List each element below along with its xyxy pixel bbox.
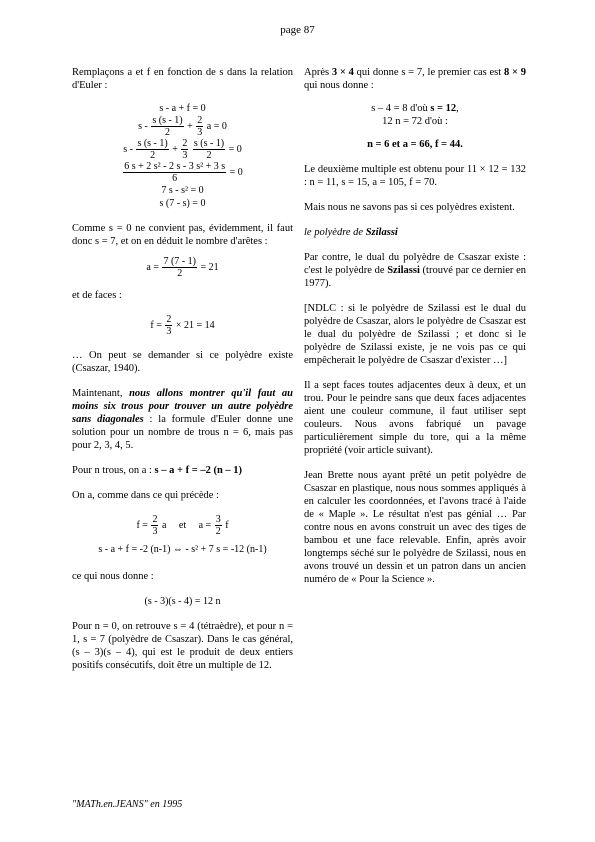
- paragraph: Maintenant, nous allons montrer qu'il faut au moins six trous pour trouver un autre polyèdre sans diagonales : la formule d'Euler donne une solution pour un nombre de trous n = 6, mais pas pour 2, 3, 4, 5.: [72, 388, 294, 451]
- equation: f = $\frac{2}{3}$ × 21 = 14: [150, 314, 215, 337]
- equation: f = $\frac{2}{3}$ a et a = $\frac{3}{2}$ f: [136, 514, 229, 537]
- equation: $\frac{\text{6 s + 2 s² - 2 s - 3 s² + 3 s}}{6}$ = 0: [124, 161, 243, 184]
- paragraph: [NDLC : si le polyèdre de Szilassi est le dual du polyèdre de Csaszar, alors le polyèdre de Csaszar est le dual du polyèdre de Szilassi ; et donc si le polyèdre de Szilassi existe, je ne vois pas ce qui empêcherait le polyèdre de Csaszar d'exister …]: [304, 303, 526, 366]
- paragraph: ce qui nous donne :: [72, 571, 154, 582]
- paragraph: … On peut se demander si ce polyèdre existe (Csaszar, 1940).: [72, 350, 293, 374]
- paragraph: Mais nous ne savons pas si ces polyèdres existent.: [304, 202, 515, 213]
- equation: (s - 3)(s - 4) = 12 n: [144, 596, 221, 607]
- paragraph: On a, comme dans ce qui précède :: [72, 490, 219, 501]
- equation: s - $\frac{s (s - 1)}{2}$ + $\frac{2}{3}$ $\frac{s (s - 1)}{2}$ = 0: [123, 138, 242, 161]
- paragraph: Le deuxième multiple est obtenu pour 11 × 12 = 132 : n = 11, s = 15, a = 105, f = 70.: [304, 164, 526, 188]
- equation: a = $\frac{7 (7 - 1)}{2}$ = 21: [146, 256, 219, 279]
- paragraph: Pour n = 0, on retrouve s = 4 (tétraèdre), et pour n = 1, s = 7 (polyèdre de Csaszar). Dans le cas général, (s – 3)(s – 4), qui est le produit de deux entiers positifs consécutifs, doit être un multiple de 12.: [72, 621, 293, 671]
- paragraph: Comme s = 0 ne convient pas, évidemment, il faut donc s = 7, et on en déduit le nombre d'arêtes :: [72, 223, 293, 247]
- paragraph: Après 3 × 4 qui donne s = 7, le premier cas est 8 × 9 qui nous donne :: [304, 67, 527, 91]
- equation: s - a + f = 0: [159, 103, 206, 114]
- paragraph: Jean Brette nous ayant prêté un petit polyèdre de Csaszar en plastique, nous nous sommes appliqués à en calculer les coordonnées, et l'avons tracé à l'aide de « Maple ». Le résultat n'est pas génial … Par contre nous en avons construit un avec des tiges de bambou et une face relevable. Enfin, après avoir longtemps séché sur le polyèdre de Szilassi, nous en avons trouvé un dessin et un patron dans un ancien numéro de « Pour la Science ».: [304, 470, 526, 585]
- right-column: [304, 66, 526, 586]
- equation: s - a + f = -2 (n-1) ⇔ - s² + 7 s = -12 (n-1): [98, 544, 267, 555]
- footer-caption: "MATh.en.JEANS" en 1995: [72, 799, 183, 810]
- equation: s – 4 = 8 d'où s = 12,: [371, 103, 459, 114]
- paragraph: Pour n trous, on a : s – a + f = –2 (n – 1): [72, 465, 243, 476]
- left-column: [72, 66, 293, 672]
- equation: n = 6 et a = 66, f = 44.: [367, 139, 463, 150]
- paragraph: Par contre, le dual du polyèdre de Csaszar existe : c'est le polyèdre de Szilassi (trouvé par ce dernier en 1977).: [304, 252, 526, 289]
- equation: 7 s - s² = 0: [161, 185, 204, 196]
- page-number: page 87: [280, 24, 315, 36]
- paragraph: et de faces :: [72, 290, 122, 301]
- paragraph: Il a sept faces toutes adjacentes deux à deux, et un trou. Pour le peindre sans que deux faces adjacentes aient une couleur commune, il faut utiliser sept couleurs. Nous avons fabriqué un pavage particulièrement simple du tore, qui a la même propriété (voir article suivant).: [304, 380, 526, 456]
- equation: s (7 - s) = 0: [159, 198, 206, 209]
- equation: 12 n = 72 d'où :: [382, 116, 448, 127]
- equation: s - $\frac{s (s - 1)}{2}$ + $\frac{2}{3}$ a = 0: [138, 115, 227, 138]
- paragraph: Remplaçons a et f en fonction de s dans la relation d'Euler :: [72, 67, 293, 91]
- section-heading: le polyèdre de Szilassi: [304, 227, 398, 238]
